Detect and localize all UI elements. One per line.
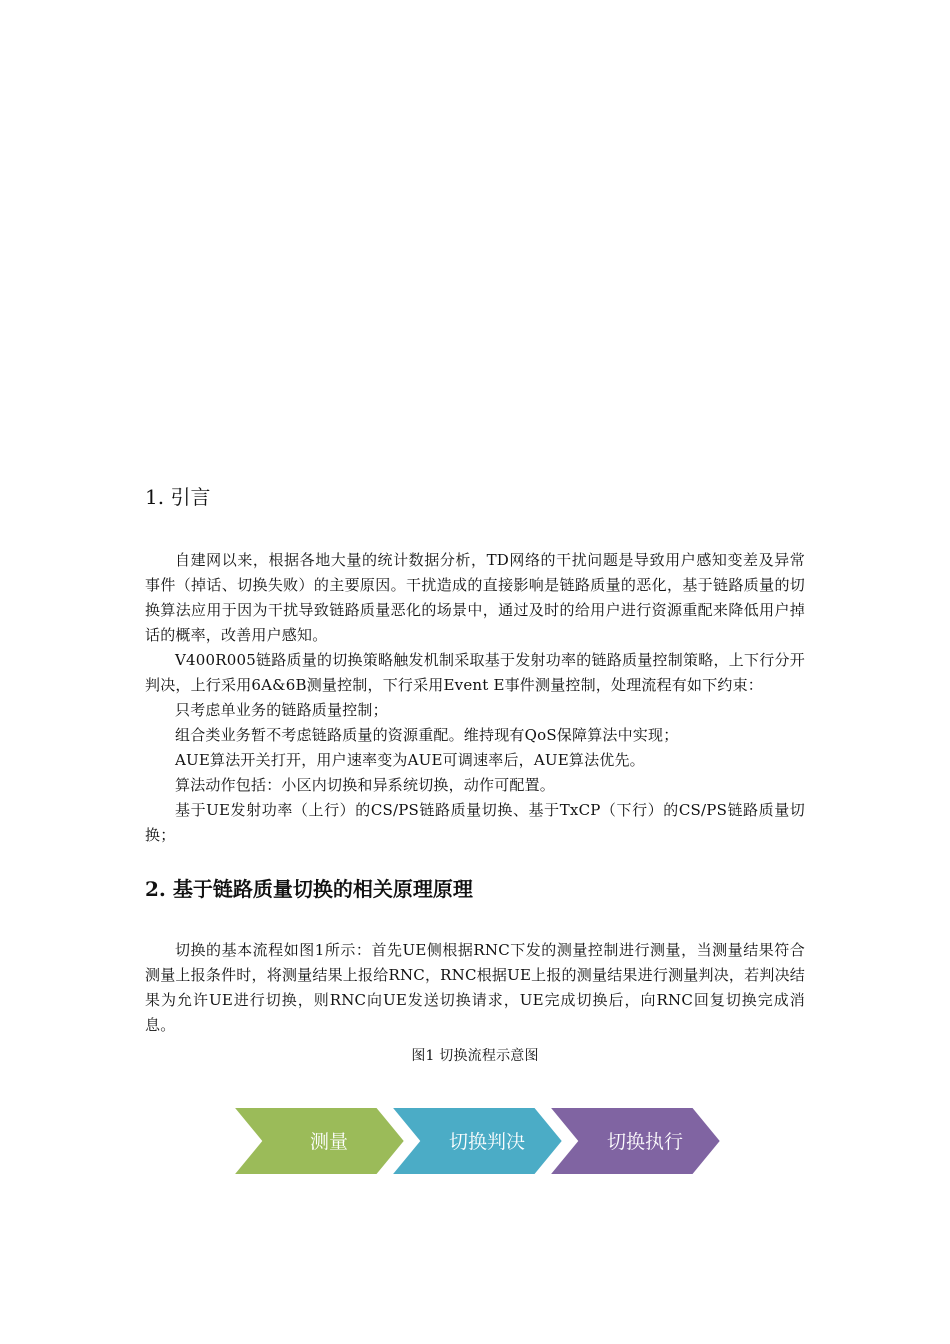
constraint-list	[145, 698, 805, 848]
constraint-item: 只考虑单业务的链路质量控制；	[175, 701, 388, 719]
section-principle	[145, 870, 805, 1068]
paragraph: 切换的基本流程如图1所示：首先UE侧根据RNC下发的测量控制进行测量，当测量结果符合测量上报条件时，将测量结果上报给RNC，RNC根据UE上报的测量结果进行测量判决，若判决结果为允许UE进行切换，则RNC向UE发送切换请求，UE完成切换后，向RNC回复切换完成消息。	[145, 941, 805, 1034]
paragraph: V400R005链路质量的切换策略触发机制采取基于发射功率的链路质量控制策略，上下行分开判决，上行采用6A&6B测量控制，下行采用Event E事件测量控制，处理流程有如下约束：	[145, 651, 805, 694]
handover-flow-diagram	[233, 1106, 725, 1176]
document-content	[145, 478, 805, 1068]
constraint-item: AUE算法开关打开，用户速率变为AUE可调速率后，AUE算法优先。	[175, 751, 645, 769]
flow-step-label: 切换判决	[448, 1131, 526, 1153]
section-heading-principle: 2. 基于链路质量切换的相关原理原理	[145, 877, 473, 901]
figure-caption: 图1 切换流程示意图	[411, 1048, 539, 1064]
flow-step-label: 切换执行	[606, 1131, 684, 1153]
constraint-item: 组合类业务暂不考虑链路质量的资源重配。维持现有QoS保障算法中实现；	[175, 726, 679, 744]
section-introduction	[145, 478, 805, 848]
constraint-item: 算法动作包括：小区内切换和异系统切换，动作可配置。	[175, 776, 556, 794]
constraint-item: 基于UE发射功率（上行）的CS/PS链路质量切换、基于TxCP（下行）的CS/PS链路质量切换；	[145, 801, 805, 844]
section-heading-introduction: 1. 引言	[145, 485, 211, 509]
flow-step-label: 测量	[309, 1131, 349, 1153]
paragraph: 自建网以来，根据各地大量的统计数据分析，TD网络的干扰问题是导致用户感知变差及异常事件（掉话、切换失败）的主要原因。干扰造成的直接影响是链路质量的恶化，基于链路质量的切换算法应用于因为干扰导致链路质量恶化的场景中，通过及时的给用户进行资源重配来降低用户掉话的概率，改善用户感知。	[145, 551, 805, 644]
